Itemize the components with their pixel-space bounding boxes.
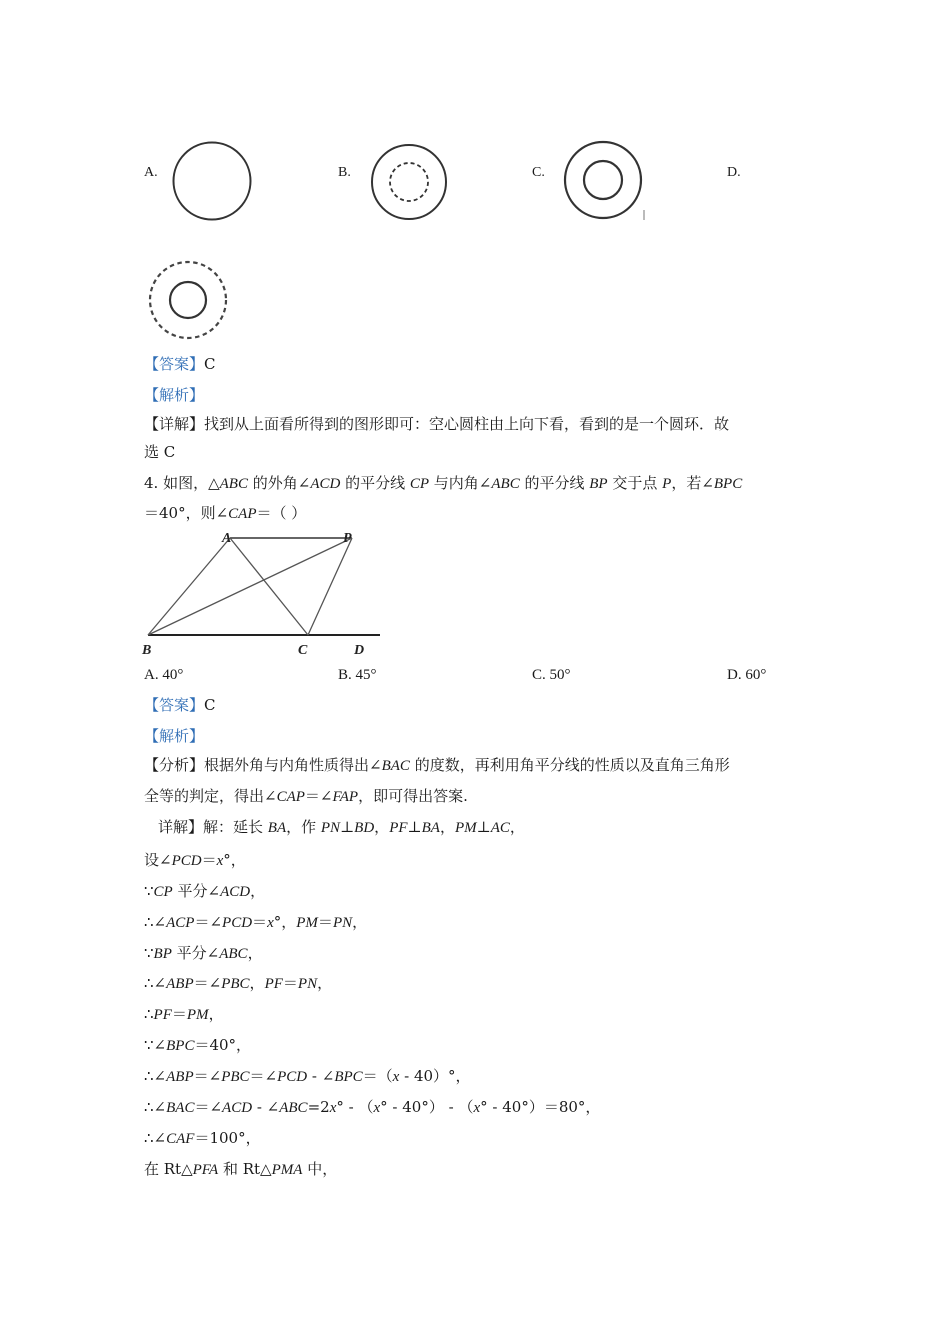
solution-line-2: [144, 881, 265, 902]
text-segment: ，: [317, 974, 333, 992]
text-segment: ，作: [286, 818, 321, 836]
text-segment: ＝: [171, 1005, 187, 1023]
answer-value: C: [204, 355, 216, 373]
math-variable: x: [473, 1100, 481, 1116]
math-variable: FAP: [332, 789, 359, 805]
math-variable: PBC: [221, 1069, 250, 1085]
math-variable: BPC: [713, 476, 743, 492]
math-variable: PMA: [271, 1162, 303, 1178]
math-variable: x: [216, 853, 224, 869]
text-segment: ∵: [144, 944, 154, 962]
math-variable: PFA: [192, 1162, 219, 1178]
text-segment: 在 Rt△: [144, 1160, 193, 1178]
analysis-tag: 【解析】: [144, 386, 205, 404]
text-segment: ＝（ ）: [256, 504, 307, 522]
q3-analysis-tag: [144, 385, 204, 405]
math-variable: ACD: [310, 476, 341, 492]
text-segment: ，: [250, 882, 266, 900]
fenxi-text: [204, 756, 730, 774]
text-segment: ，即可得出答案.: [358, 787, 468, 805]
math-variable: PN: [332, 915, 353, 931]
math-variable: CAP: [228, 506, 257, 522]
text-segment: ＝∠: [249, 1067, 278, 1085]
math-variable: ACD: [222, 1100, 253, 1116]
q4-answer: [144, 695, 216, 715]
figure-label-d: D: [354, 643, 365, 658]
math-variable: PF: [389, 820, 408, 836]
math-variable: BPC: [166, 1038, 195, 1054]
math-variable: x: [329, 1100, 337, 1116]
math-variable: PM: [296, 915, 318, 931]
text-segment: 与内角∠: [429, 474, 492, 492]
q4-option-c: C. 50°: [532, 667, 571, 683]
math-variable: x: [267, 915, 274, 931]
option-b-figure: [368, 142, 452, 226]
q4-stem-line1: [144, 473, 742, 494]
text-segment: ＝: [252, 913, 268, 931]
text-segment: ＝∠: [193, 974, 222, 992]
math-variable: ABC: [219, 476, 248, 492]
text-segment: °，: [273, 913, 297, 931]
math-variable: ABC: [219, 946, 248, 962]
text-segment: ，: [352, 913, 368, 931]
solution-line-6: [144, 1004, 224, 1025]
solution-line-0: [158, 817, 525, 838]
figure-label-b: B: [142, 643, 152, 658]
solution-line-9: [144, 1097, 600, 1118]
text-segment: ∵∠: [144, 1036, 167, 1054]
text-segment: ∴: [144, 1005, 154, 1023]
text-segment: ＝: [282, 974, 298, 992]
text-segment: =2: [307, 1098, 330, 1116]
text-segment: 全等的判定，得出∠: [144, 787, 277, 805]
math-variable: BD: [354, 820, 375, 836]
text-segment: ＝∠: [194, 1098, 223, 1116]
text-segment: 中，: [302, 1160, 338, 1178]
q4-option-a: A. 40°: [144, 667, 184, 683]
math-variable: PBC: [221, 976, 250, 992]
q4-analysis-tag: [144, 726, 204, 746]
answer-tag: 【答案】: [144, 696, 205, 714]
text-segment: 平分∠: [172, 882, 221, 900]
text-segment: ⊥: [407, 818, 422, 836]
text-segment: ＝: [317, 913, 333, 931]
q3-answer: [144, 354, 216, 374]
math-variable: ABC: [491, 476, 520, 492]
figure-label-p: P: [343, 531, 352, 546]
math-variable: ABP: [166, 976, 194, 992]
math-variable: PM: [186, 1007, 209, 1023]
solution-line-1: [144, 850, 246, 871]
math-variable: x: [373, 1100, 381, 1116]
text-segment: °，: [223, 851, 246, 869]
math-variable: BPC: [334, 1069, 363, 1085]
solution-line-3: [144, 912, 367, 933]
text-segment: - 40）°，: [399, 1067, 471, 1085]
text-segment: ＝∠: [194, 913, 223, 931]
text-segment: 和 Rt△: [218, 1160, 272, 1178]
math-variable: BA: [267, 820, 287, 836]
answer-tag: 【答案】: [144, 355, 205, 373]
math-variable: ACP: [166, 915, 195, 931]
solution-line-4: [144, 943, 263, 964]
solution-line-7: [144, 1035, 251, 1056]
math-variable: CP: [409, 476, 430, 492]
q4-option-b: B. 45°: [338, 667, 377, 683]
text-segment: 详解】解：延长: [158, 818, 268, 836]
math-variable: CAF: [166, 1131, 195, 1147]
text-segment: ，: [439, 818, 455, 836]
answer-value: C: [204, 696, 216, 714]
math-variable: PCD: [277, 1069, 308, 1085]
text-segment: ，: [249, 974, 265, 992]
figure-label-c: C: [298, 643, 308, 658]
option-b-label: B.: [338, 165, 351, 180]
text-segment: ＝∠: [193, 1067, 222, 1085]
math-variable: CP: [153, 884, 173, 900]
analysis-tag: 【解析】: [144, 727, 205, 745]
text-segment: 的平分线: [340, 474, 410, 492]
option-c-label: C.: [532, 165, 545, 180]
math-variable: x: [392, 1069, 400, 1085]
text-segment: ∴∠: [144, 1098, 167, 1116]
text-segment: ＝100°，: [194, 1129, 261, 1147]
math-variable: CAP: [276, 789, 305, 805]
text-segment: ＝∠: [304, 787, 333, 805]
text-segment: ＝40°，则∠: [144, 504, 229, 522]
math-variable: P: [662, 476, 672, 492]
math-variable: BP: [589, 476, 608, 492]
math-variable: PM: [454, 820, 477, 836]
text-segment: ∴∠: [144, 974, 167, 992]
math-variable: PF: [153, 1007, 172, 1023]
q4-stem-line2: [144, 503, 306, 524]
q3-detail-line1: [144, 414, 729, 434]
option-a-label: A.: [144, 165, 158, 180]
solution-line-8: [144, 1066, 471, 1087]
text-segment: 的平分线: [519, 474, 590, 492]
q4-geometry-figure: [140, 528, 390, 658]
text-segment: ∴∠: [144, 1067, 167, 1085]
math-variable: PCD: [222, 915, 253, 931]
q4-fenxi-line2: [144, 786, 468, 807]
figure-label-a: A: [222, 531, 232, 546]
math-variable: ABP: [166, 1069, 194, 1085]
text-segment: ，: [374, 818, 390, 836]
math-variable: BAC: [166, 1100, 195, 1116]
q4-option-d: D. 60°: [727, 667, 767, 683]
q3-detail-line2: 选 C: [144, 443, 176, 461]
text-segment: 平分∠: [171, 944, 220, 962]
text-segment: 交于点: [607, 474, 663, 492]
text-segment: ° - 40°） - （: [380, 1098, 474, 1116]
solution-line-11: [144, 1159, 337, 1180]
solution-line-10: [144, 1128, 261, 1149]
text-segment: 根据外角与内角性质得出∠: [204, 756, 382, 774]
option-c-figure: [560, 140, 648, 224]
text-segment: ⊥: [476, 818, 491, 836]
text-segment: ，: [509, 818, 525, 836]
text-segment: ° - （: [336, 1098, 374, 1116]
text-segment: 4. 如图，△: [144, 474, 220, 492]
text-segment: ＝40°，: [194, 1036, 252, 1054]
math-variable: BP: [153, 946, 172, 962]
math-variable: PN: [297, 976, 318, 992]
text-segment: ∴∠: [144, 913, 167, 931]
text-segment: 的外角∠: [247, 474, 311, 492]
text-segment: 的度数，再利用角平分线的性质以及直角三角形: [409, 756, 730, 774]
solution-line-5: [144, 973, 332, 994]
math-variable: AC: [490, 820, 510, 836]
detail-text: 找到从上面看所得到的图形即可：空心圆柱由上向下看，看到的是一个圆环．故: [204, 415, 730, 433]
math-variable: PN: [320, 820, 341, 836]
math-variable: PCD: [171, 853, 202, 869]
detail-tag: 【详解】: [144, 415, 205, 433]
q4-fenxi-line1: [144, 755, 730, 776]
option-d-label: D.: [727, 165, 741, 180]
math-variable: ABC: [279, 1100, 308, 1116]
text-segment: ⊥: [340, 818, 355, 836]
text-segment: ，: [208, 1005, 224, 1023]
text-segment: 设∠: [144, 851, 172, 869]
text-segment: ∵: [144, 882, 154, 900]
math-variable: BAC: [381, 758, 410, 774]
fenxi-tag: 【分析】: [144, 756, 205, 774]
text-segment: ° - 40°）＝80°，: [480, 1098, 601, 1116]
text-segment: ∴∠: [144, 1129, 167, 1147]
text-segment: - ∠: [252, 1098, 280, 1116]
option-d-figure: [146, 259, 234, 343]
text-segment: ，: [247, 944, 263, 962]
text-segment: ＝: [201, 851, 217, 869]
math-variable: ACD: [220, 884, 251, 900]
text-segment: - ∠: [307, 1067, 335, 1085]
math-variable: BA: [421, 820, 440, 836]
text-segment: ，若∠: [671, 474, 714, 492]
option-a-figure: [170, 140, 254, 224]
math-variable: PF: [264, 976, 283, 992]
text-segment: ＝（: [362, 1067, 393, 1085]
